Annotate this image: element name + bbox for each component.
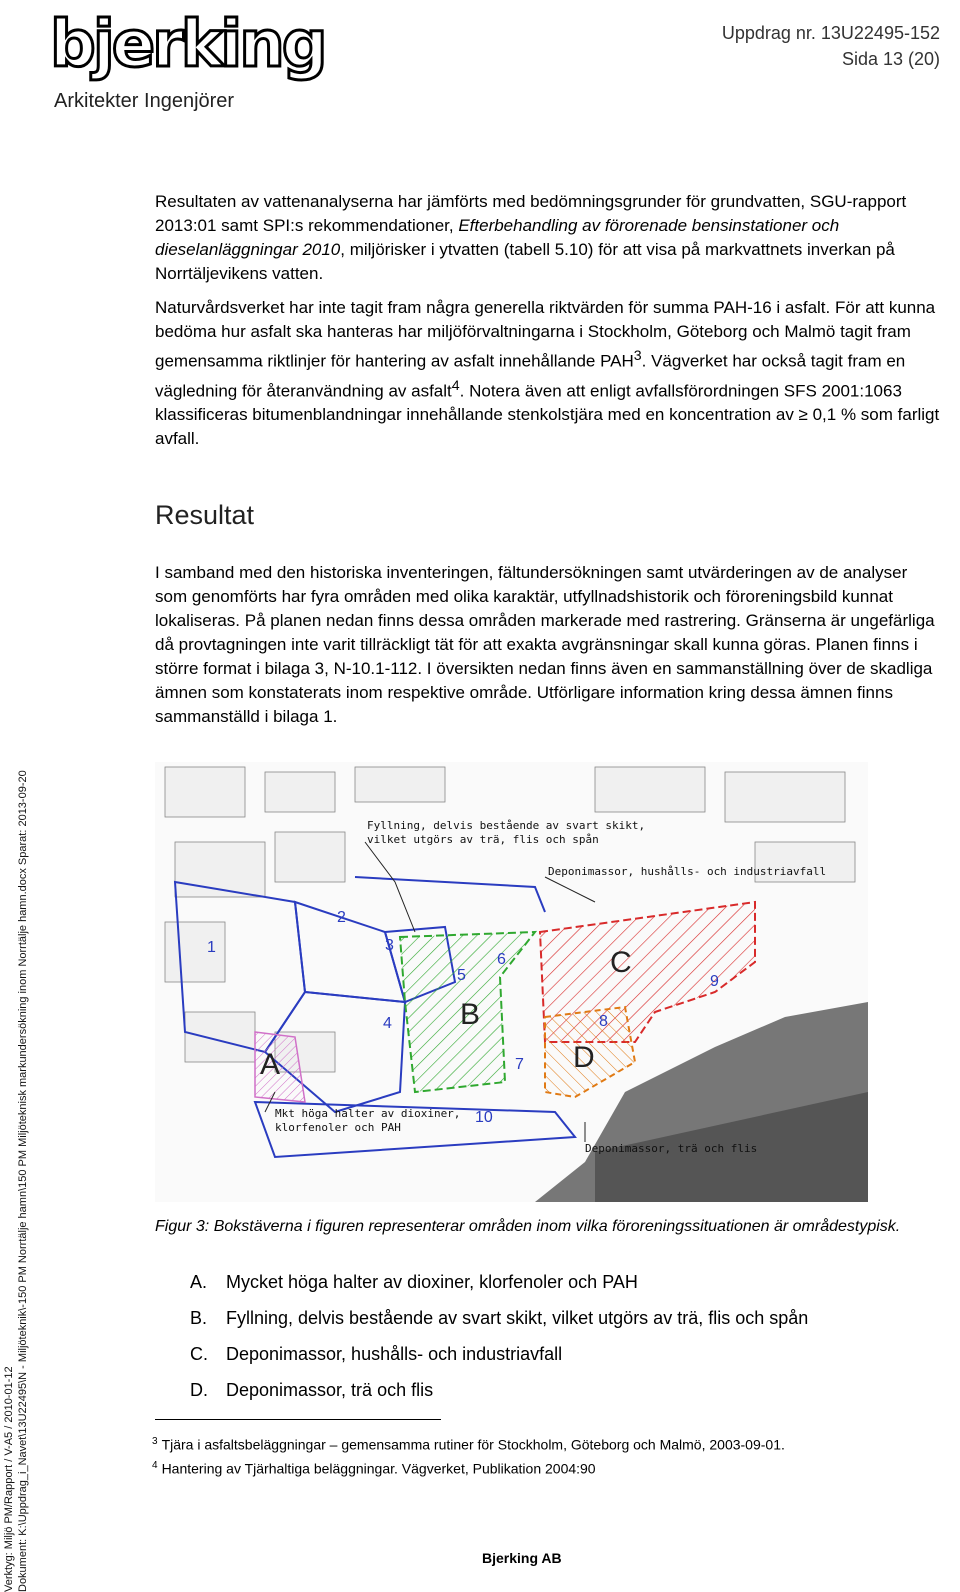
area-number-10: 10 (475, 1109, 493, 1126)
label-a-line2: klorfenoler och PAH (275, 1121, 401, 1134)
area-number-8: 8 (599, 1013, 608, 1030)
logo-subtitle: Arkitekter Ingenjörer (54, 90, 235, 112)
section-heading: Resultat (155, 500, 255, 530)
site-map (155, 762, 868, 1202)
list-item-letter: D. (190, 1380, 208, 1400)
footnote-text: Hantering av Tjärhaltiga beläggningar. Vägverket, Publikation 2004:90 (161, 1460, 596, 1477)
label-b-line2: vilket utgörs av trä, flis och spån (367, 833, 599, 846)
footnote-ref-4[interactable]: 4 (451, 377, 460, 394)
intro-text-a: Resultaten av vattenanalyserna har jämförts med bedömningsgrunder för grundvatten, SGU-rapport 2013:01 samt SPI:s rekommendationer, (155, 192, 907, 235)
naturvard-text-b: . Vägverket har också tagit fram en vägledning för återanvändning av asfalt (155, 351, 906, 401)
area-number-4: 4 (383, 1015, 392, 1032)
sidebar-document-line: Dokument: K:\Uppdrag_i_Navet\13U22495\N - Miljöteknik\-150 PM Norrtälje hamn\150 PM Miljöteknisk markundersökning inom Norrtälje hamn.docx Sparat: 2013-09-20 (17, 770, 29, 1592)
list-item-text: Fyllning, delvis bestående av svart skikt, vilket utgörs av trä, flis och spån (226, 1308, 809, 1328)
list-item-letter: B. (190, 1308, 208, 1328)
list-item-text: Deponimassor, trä och flis (226, 1380, 434, 1400)
sidebar-tool-line: Verktyg: Miljö PM/Rapport / V-A5 / 2010-01-12 (3, 1366, 15, 1592)
label-b-line1: Fyllning, delvis bestående av svart skikt, (367, 819, 646, 832)
result-text: I samband med den historiska inventeringen, fältundersökningen samt utvärderingen av de analyser som genomförts har fyra områden med olika karaktär, utfyllnadshistorik och föroreningsbild kunnat lokaliseras. På planen nedan finns dessa områden markerade med rastrering. Gränserna är ungefärliga då provtagningen inte varit tillräckligt tät för att exakta avgränsningar skall kunna göras. Planen finns i större format i bilaga 3, N-10.1-112. I översikten nedan finns även en sammanställning över de skadliga ämnen som konstaterats inom respektive område. Utförligare information kring dessa ämnen finns sammanställd i bilaga 1. (155, 563, 935, 726)
list-item (190, 1308, 808, 1344)
result-paragraph (155, 561, 940, 729)
label-d: Deponimassor, trä och flis (585, 1142, 758, 1155)
list-item-letter: C. (190, 1344, 208, 1364)
naturvard-text-c: . Notera även att enligt avfallsförordningen SFS 2001:1063 klassificeras bitumenblandningar innehållande stenkolstjära med en koncentration av ≥ 0,1 % som farligt avfall. (155, 381, 940, 449)
label-a-line1: Mkt höga halter av dioxiner, (275, 1107, 461, 1120)
list-item (190, 1272, 808, 1308)
footnote-ref-3[interactable]: 3 (633, 348, 642, 364)
page-header (722, 20, 940, 72)
page-number: Sida 13 (20) (841, 49, 940, 69)
logo-wordmark: bjerking (50, 8, 325, 82)
area-list (190, 1272, 808, 1416)
list-item-text: Deponimassor, hushålls- och industriavfall (226, 1344, 563, 1364)
area-number-2: 2 (337, 909, 346, 926)
area-letter-a: A (260, 1048, 281, 1081)
footnote-4 (152, 1460, 596, 1477)
figure-caption: Figur 3: Bokstäverna i figuren representerar områden inom vilka föroreningssituationen är områdestypisk. (155, 1218, 901, 1235)
naturvard-paragraph (155, 296, 940, 451)
footnote-number: 3 (152, 1436, 158, 1447)
area-number-7: 7 (515, 1056, 524, 1073)
area-number-1: 1 (207, 939, 216, 956)
footnote-text: Tjära i asfaltsbeläggningar – gemensamma rutiner för Stockholm, Göteborg och Malmö, 2003-09-01. (161, 1436, 785, 1453)
area-number-3: 3 (385, 937, 394, 954)
area-number-5: 5 (457, 967, 466, 984)
area-letter-d: D (573, 1041, 595, 1074)
intro-paragraph (155, 190, 940, 286)
footnote-number: 4 (152, 1460, 158, 1471)
list-item (190, 1344, 808, 1380)
label-c: Deponimassor, hushålls- och industriavfall (548, 865, 827, 878)
footnote-3 (152, 1436, 785, 1453)
naturvard-text-a: Naturvårdsverket har inte tagit fram några generella riktvärden för summa PAH-16 i asfalt. För att kunna bedöma hur asfalt ska hanteras har miljöförvaltningarna i Stockholm, Göteborg och Malmö tagit fram gemensamma riktlinjer för hantering av asfalt innehållande PAH (155, 298, 936, 371)
intro-text-b: , miljörisker i ytvatten (tabell 5.10) för att visa på markvattnets inverkan på Norrtäljevikens vatten. (155, 240, 895, 283)
list-item-text: Mycket höga halter av dioxiner, klorfenoler och PAH (226, 1272, 638, 1292)
assignment-number: Uppdrag nr. 13U22495-152 (721, 23, 940, 43)
list-item (190, 1380, 808, 1416)
area-number-6: 6 (497, 951, 506, 968)
area-number-9: 9 (710, 973, 719, 990)
intro-text-italic: Efterbehandling av förorenade bensinstationer och dieselanläggningar 2010 (155, 216, 840, 259)
page-footer: Bjerking AB (482, 1550, 562, 1566)
area-letter-b: B (460, 998, 481, 1031)
footnote-divider (155, 1419, 441, 1420)
list-item-letter: A. (190, 1272, 208, 1292)
site-map-drawing (155, 762, 868, 1202)
document-path-sidebar (2, 592, 30, 1592)
company-logo (50, 2, 325, 120)
area-letter-c: C (610, 946, 632, 979)
